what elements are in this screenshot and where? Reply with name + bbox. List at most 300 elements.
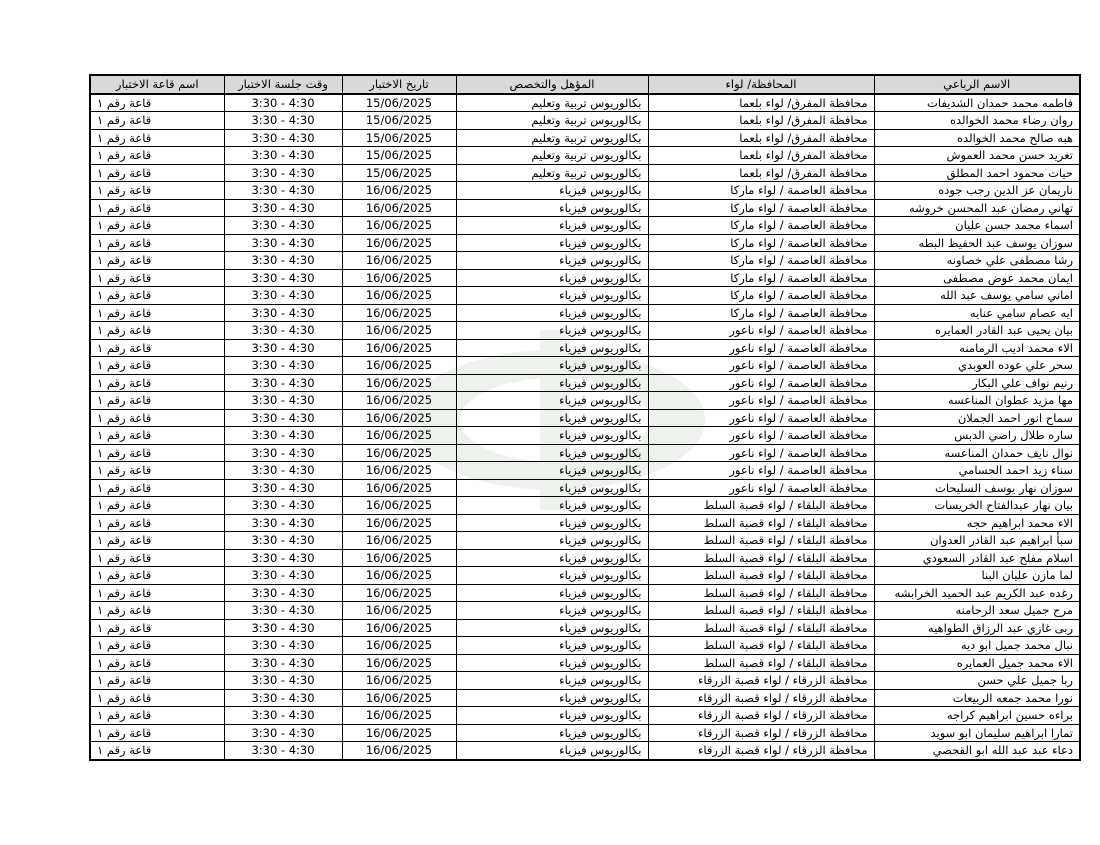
header-governorate: المحافظة/ لواء: [648, 75, 874, 94]
table-row: [90, 637, 1080, 655]
table-row: [90, 427, 1080, 445]
cell-exam-time: 3:30 - 4:30: [224, 234, 342, 252]
header-full-name: الاسم الرباعي: [874, 75, 1080, 94]
cell-exam-time: 3:30 - 4:30: [224, 147, 342, 165]
cell-exam-hall: [90, 497, 224, 515]
cell-qualification: بكالوريوس فيزياء: [456, 742, 648, 760]
table-row: [90, 199, 1080, 217]
cell-exam-time: 3:30 - 4:30: [224, 619, 342, 637]
cell-qualification: بكالوريوس فيزياء: [456, 392, 648, 410]
cell-exam-hall: [90, 724, 224, 742]
cell-exam-date: 16/06/2025: [342, 724, 456, 742]
hall-label: قاعة رقم ١: [97, 673, 152, 688]
cell-exam-time: 3:30 - 4:30: [224, 637, 342, 655]
cell-exam-time: 3:30 - 4:30: [224, 409, 342, 427]
table-row: [90, 94, 1080, 112]
cell-governorate: محافظة العاصمة / لواء ماركا: [648, 269, 874, 287]
cell-exam-date: 16/06/2025: [342, 339, 456, 357]
cell-exam-date: 16/06/2025: [342, 199, 456, 217]
hall-label: قاعة رقم ١: [97, 743, 152, 758]
table-row: [90, 217, 1080, 235]
cell-governorate: محافظة البلقاء / لواء قصبة السلط: [648, 532, 874, 550]
cell-full-name: تغريد حسن محمد العموش: [874, 147, 1080, 165]
header-exam-time: وقت جلسة الاختبار: [224, 75, 342, 94]
cell-exam-date: 16/06/2025: [342, 392, 456, 410]
table-row: [90, 322, 1080, 340]
hall-label: قاعة رقم ١: [97, 428, 152, 443]
cell-governorate: محافظة العاصمة / لواء ناعور: [648, 462, 874, 480]
cell-exam-hall: [90, 619, 224, 637]
table-row: [90, 514, 1080, 532]
cell-qualification: بكالوريوس فيزياء: [456, 724, 648, 742]
cell-qualification: بكالوريوس فيزياء: [456, 217, 648, 235]
cell-full-name: اسماء محمد حسن عليان: [874, 217, 1080, 235]
hall-label: قاعة رقم ١: [97, 393, 152, 408]
cell-exam-date: 16/06/2025: [342, 357, 456, 375]
cell-exam-hall: [90, 182, 224, 200]
cell-governorate: محافظة العاصمة / لواء ناعور: [648, 409, 874, 427]
cell-full-name: حيات محمود احمد المطلق: [874, 164, 1080, 182]
cell-exam-hall: [90, 584, 224, 602]
cell-qualification: بكالوريوس فيزياء: [456, 619, 648, 637]
cell-governorate: محافظة العاصمة / لواء ماركا: [648, 234, 874, 252]
cell-governorate: محافظة العاصمة / لواء ناعور: [648, 392, 874, 410]
table-row: [90, 269, 1080, 287]
cell-qualification: بكالوريوس فيزياء: [456, 287, 648, 305]
cell-exam-date: 16/06/2025: [342, 549, 456, 567]
cell-qualification: بكالوريوس فيزياء: [456, 689, 648, 707]
cell-governorate: محافظة البلقاء / لواء قصبة السلط: [648, 514, 874, 532]
cell-full-name: تهاني رمضان عبد المحسن خروشه: [874, 199, 1080, 217]
exam-schedule-table: [89, 74, 1081, 761]
cell-exam-date: 15/06/2025: [342, 164, 456, 182]
table-row: [90, 497, 1080, 515]
cell-full-name: لما مازن عليان البنا: [874, 567, 1080, 585]
cell-qualification: بكالوريوس فيزياء: [456, 339, 648, 357]
cell-exam-time: 3:30 - 4:30: [224, 374, 342, 392]
cell-qualification: بكالوريوس فيزياء: [456, 637, 648, 655]
cell-full-name: الاء محمد ابراهيم حجه: [874, 514, 1080, 532]
table-row: [90, 602, 1080, 620]
cell-governorate: محافظة الزرقاء / لواء قصبة الزرقاء: [648, 672, 874, 690]
cell-full-name: نورا محمد جمعه الربيعات: [874, 689, 1080, 707]
cell-exam-time: 3:30 - 4:30: [224, 567, 342, 585]
cell-exam-time: 3:30 - 4:30: [224, 252, 342, 270]
cell-exam-date: 16/06/2025: [342, 707, 456, 725]
cell-exam-hall: [90, 742, 224, 760]
cell-governorate: محافظة العاصمة / لواء ماركا: [648, 304, 874, 322]
cell-exam-hall: [90, 514, 224, 532]
cell-full-name: ناريمان عز الدين رجب جوده: [874, 182, 1080, 200]
hall-label: قاعة رقم ١: [97, 288, 152, 303]
hall-label: قاعة رقم ١: [97, 620, 152, 635]
cell-full-name: سناء زيد احمد الحسامي: [874, 462, 1080, 480]
cell-qualification: بكالوريوس فيزياء: [456, 427, 648, 445]
hall-label: قاعة رقم ١: [97, 270, 152, 285]
cell-qualification: بكالوريوس فيزياء: [456, 269, 648, 287]
cell-exam-date: 16/06/2025: [342, 602, 456, 620]
cell-exam-date: 16/06/2025: [342, 217, 456, 235]
cell-exam-time: 3:30 - 4:30: [224, 584, 342, 602]
cell-qualification: بكالوريوس تربية وتعليم: [456, 129, 648, 147]
cell-qualification: بكالوريوس فيزياء: [456, 672, 648, 690]
cell-exam-time: 3:30 - 4:30: [224, 549, 342, 567]
hall-label: قاعة رقم ١: [97, 515, 152, 530]
cell-exam-time: 3:30 - 4:30: [224, 217, 342, 235]
cell-exam-hall: [90, 374, 224, 392]
cell-exam-time: 3:30 - 4:30: [224, 199, 342, 217]
cell-full-name: اماني سامي يوسف عبد الله: [874, 287, 1080, 305]
hall-label: قاعة رقم ١: [97, 568, 152, 583]
hall-label: قاعة رقم ١: [97, 463, 152, 478]
cell-qualification: بكالوريوس فيزياء: [456, 252, 648, 270]
hall-label: قاعة رقم ١: [97, 638, 152, 653]
hall-label: قاعة رقم ١: [97, 235, 152, 250]
cell-exam-date: 16/06/2025: [342, 619, 456, 637]
table-row: [90, 409, 1080, 427]
cell-qualification: بكالوريوس تربية وتعليم: [456, 94, 648, 112]
cell-exam-hall: [90, 409, 224, 427]
cell-full-name: ربى غازي عبد الرزاق الطواهيه: [874, 619, 1080, 637]
cell-full-name: الاء محمد اديب الرمامنه: [874, 339, 1080, 357]
cell-exam-hall: [90, 164, 224, 182]
cell-exam-time: 3:30 - 4:30: [224, 427, 342, 445]
cell-exam-date: 16/06/2025: [342, 252, 456, 270]
cell-qualification: بكالوريوس فيزياء: [456, 374, 648, 392]
cell-exam-hall: [90, 602, 224, 620]
cell-full-name: سبأ ابراهيم عبد القادر العدوان: [874, 532, 1080, 550]
cell-exam-hall: [90, 689, 224, 707]
cell-qualification: بكالوريوس فيزياء: [456, 182, 648, 200]
cell-exam-hall: [90, 322, 224, 340]
cell-exam-date: 16/06/2025: [342, 584, 456, 602]
cell-exam-time: 3:30 - 4:30: [224, 339, 342, 357]
cell-exam-hall: [90, 304, 224, 322]
cell-exam-hall: [90, 112, 224, 130]
cell-qualification: بكالوريوس تربية وتعليم: [456, 147, 648, 165]
table-row: [90, 584, 1080, 602]
cell-governorate: محافظة المفرق/ لواء بلعما: [648, 94, 874, 112]
cell-governorate: محافظة البلقاء / لواء قصبة السلط: [648, 637, 874, 655]
cell-governorate: محافظة العاصمة / لواء ناعور: [648, 427, 874, 445]
hall-label: قاعة رقم ١: [97, 183, 152, 198]
cell-full-name: سوزان نهار يوسف السليحات: [874, 479, 1080, 497]
cell-exam-hall: [90, 392, 224, 410]
cell-exam-date: 16/06/2025: [342, 234, 456, 252]
cell-exam-date: 16/06/2025: [342, 374, 456, 392]
cell-governorate: محافظة البلقاء / لواء قصبة السلط: [648, 654, 874, 672]
hall-label: قاعة رقم ١: [97, 165, 152, 180]
hall-label: قاعة رقم ١: [97, 148, 152, 163]
cell-full-name: رغده عبد الكريم عبد الحميد الخرابشه: [874, 584, 1080, 602]
table-row: [90, 392, 1080, 410]
table-row: [90, 304, 1080, 322]
cell-qualification: بكالوريوس فيزياء: [456, 497, 648, 515]
cell-qualification: بكالوريوس فيزياء: [456, 444, 648, 462]
cell-exam-hall: [90, 94, 224, 112]
header-exam-hall: اسم قاعة الاختبار: [90, 75, 224, 94]
table-row: [90, 339, 1080, 357]
cell-qualification: بكالوريوس فيزياء: [456, 234, 648, 252]
cell-exam-time: 3:30 - 4:30: [224, 707, 342, 725]
cell-exam-hall: [90, 444, 224, 462]
hall-label: قاعة رقم ١: [97, 410, 152, 425]
cell-exam-date: 16/06/2025: [342, 322, 456, 340]
cell-exam-time: 3:30 - 4:30: [224, 497, 342, 515]
cell-exam-date: 15/06/2025: [342, 94, 456, 112]
hall-label: قاعة رقم ١: [97, 585, 152, 600]
table-row: [90, 462, 1080, 480]
cell-full-name: سوزان يوسف عبد الحفيظ البطه: [874, 234, 1080, 252]
table-row: [90, 129, 1080, 147]
cell-exam-date: 16/06/2025: [342, 742, 456, 760]
cell-full-name: ايه عصام سامي عنايه: [874, 304, 1080, 322]
cell-exam-date: 16/06/2025: [342, 287, 456, 305]
cell-governorate: محافظة المفرق/ لواء بلعما: [648, 129, 874, 147]
cell-exam-date: 16/06/2025: [342, 409, 456, 427]
cell-exam-date: 16/06/2025: [342, 269, 456, 287]
cell-full-name: سماح انور احمد الجملان: [874, 409, 1080, 427]
cell-qualification: بكالوريوس فيزياء: [456, 654, 648, 672]
hall-label: قاعة رقم ١: [97, 218, 152, 233]
hall-label: قاعة رقم ١: [97, 358, 152, 373]
cell-exam-date: 16/06/2025: [342, 304, 456, 322]
cell-qualification: بكالوريوس فيزياء: [456, 304, 648, 322]
cell-exam-hall: [90, 234, 224, 252]
hall-label: قاعة رقم ١: [97, 375, 152, 390]
table-row: [90, 374, 1080, 392]
cell-exam-time: 3:30 - 4:30: [224, 479, 342, 497]
table-row: [90, 479, 1080, 497]
cell-full-name: مرح جميل سعد الرحامنه: [874, 602, 1080, 620]
hall-label: قاعة رقم ١: [97, 708, 152, 723]
cell-qualification: بكالوريوس فيزياء: [456, 567, 648, 585]
cell-exam-time: 3:30 - 4:30: [224, 94, 342, 112]
cell-qualification: بكالوريوس فيزياء: [456, 532, 648, 550]
cell-exam-time: 3:30 - 4:30: [224, 724, 342, 742]
hall-label: قاعة رقم ١: [97, 725, 152, 740]
cell-governorate: محافظة العاصمة / لواء ماركا: [648, 199, 874, 217]
cell-full-name: بيان يحيى عبد القادر العمايره: [874, 322, 1080, 340]
cell-governorate: محافظة البلقاء / لواء قصبة السلط: [648, 602, 874, 620]
cell-exam-time: 3:30 - 4:30: [224, 164, 342, 182]
cell-qualification: بكالوريوس فيزياء: [456, 357, 648, 375]
hall-label: قاعة رقم ١: [97, 533, 152, 548]
table-row: [90, 724, 1080, 742]
cell-exam-date: 16/06/2025: [342, 654, 456, 672]
cell-governorate: محافظة المفرق/ لواء بلعما: [648, 112, 874, 130]
cell-exam-hall: [90, 532, 224, 550]
table-row: [90, 164, 1080, 182]
cell-exam-time: 3:30 - 4:30: [224, 654, 342, 672]
cell-exam-date: 16/06/2025: [342, 497, 456, 515]
cell-exam-date: 16/06/2025: [342, 427, 456, 445]
cell-exam-date: 15/06/2025: [342, 147, 456, 165]
table-row: [90, 672, 1080, 690]
cell-full-name: دعاء عبد عبد الله ابو القحصي: [874, 742, 1080, 760]
cell-exam-hall: [90, 479, 224, 497]
cell-full-name: رشا مصطفى علي خصاونه: [874, 252, 1080, 270]
hall-label: قاعة رقم ١: [97, 130, 152, 145]
table-row: [90, 357, 1080, 375]
cell-exam-hall: [90, 637, 224, 655]
cell-governorate: محافظة العاصمة / لواء ناعور: [648, 479, 874, 497]
table-row: [90, 444, 1080, 462]
table-row: [90, 147, 1080, 165]
cell-exam-date: 16/06/2025: [342, 567, 456, 585]
cell-exam-time: 3:30 - 4:30: [224, 392, 342, 410]
cell-exam-date: 16/06/2025: [342, 514, 456, 532]
cell-governorate: محافظة العاصمة / لواء ناعور: [648, 322, 874, 340]
table-row: [90, 654, 1080, 672]
cell-exam-time: 3:30 - 4:30: [224, 602, 342, 620]
cell-exam-time: 3:30 - 4:30: [224, 742, 342, 760]
table-row: [90, 549, 1080, 567]
hall-label: قاعة رقم ١: [97, 340, 152, 355]
cell-qualification: بكالوريوس فيزياء: [456, 602, 648, 620]
cell-full-name: سحر علي عوده العوبدي: [874, 357, 1080, 375]
cell-exam-date: 16/06/2025: [342, 689, 456, 707]
cell-exam-hall: [90, 549, 224, 567]
cell-qualification: بكالوريوس فيزياء: [456, 514, 648, 532]
cell-qualification: بكالوريوس فيزياء: [456, 462, 648, 480]
cell-governorate: محافظة البلقاء / لواء قصبة السلط: [648, 549, 874, 567]
cell-full-name: براءه حسين ابراهيم كراجه: [874, 707, 1080, 725]
hall-label: قاعة رقم ١: [97, 690, 152, 705]
cell-governorate: محافظة العاصمة / لواء ماركا: [648, 287, 874, 305]
table-row: [90, 112, 1080, 130]
cell-qualification: بكالوريوس تربية وتعليم: [456, 164, 648, 182]
table-row: [90, 532, 1080, 550]
table-row: [90, 252, 1080, 270]
table-row: [90, 567, 1080, 585]
cell-full-name: فاطمه محمد حمدان الشديفات: [874, 94, 1080, 112]
cell-qualification: بكالوريوس فيزياء: [456, 707, 648, 725]
header-exam-date: تاريخ الاختبار: [342, 75, 456, 94]
cell-exam-time: 3:30 - 4:30: [224, 287, 342, 305]
cell-exam-hall: [90, 357, 224, 375]
cell-governorate: محافظة الزرقاء / لواء قصبة الزرقاء: [648, 689, 874, 707]
cell-full-name: نوال نايف حمدان المناعسه: [874, 444, 1080, 462]
cell-full-name: نبال محمد جميل ابو ديه: [874, 637, 1080, 655]
cell-exam-date: 16/06/2025: [342, 672, 456, 690]
table-row: [90, 182, 1080, 200]
cell-exam-time: 3:30 - 4:30: [224, 357, 342, 375]
cell-exam-time: 3:30 - 4:30: [224, 532, 342, 550]
cell-governorate: محافظة البلقاء / لواء قصبة السلط: [648, 567, 874, 585]
cell-full-name: مها مزيد عطوان المناعسه: [874, 392, 1080, 410]
cell-exam-time: 3:30 - 4:30: [224, 129, 342, 147]
header-qualification: المؤهل والتخصص: [456, 75, 648, 94]
cell-full-name: ساره طلال راضي الدبس: [874, 427, 1080, 445]
cell-exam-hall: [90, 567, 224, 585]
cell-governorate: محافظة العاصمة / لواء ماركا: [648, 252, 874, 270]
cell-exam-hall: [90, 217, 224, 235]
cell-exam-hall: [90, 339, 224, 357]
table-row: [90, 707, 1080, 725]
cell-qualification: بكالوريوس تربية وتعليم: [456, 112, 648, 130]
cell-qualification: بكالوريوس فيزياء: [456, 549, 648, 567]
hall-label: قاعة رقم ١: [97, 480, 152, 495]
table-row: [90, 619, 1080, 637]
cell-exam-date: 15/06/2025: [342, 112, 456, 130]
cell-full-name: رنيم نواف علي البكار: [874, 374, 1080, 392]
cell-exam-time: 3:30 - 4:30: [224, 304, 342, 322]
cell-exam-time: 3:30 - 4:30: [224, 514, 342, 532]
hall-label: قاعة رقم ١: [97, 305, 152, 320]
cell-exam-time: 3:30 - 4:30: [224, 112, 342, 130]
hall-label: قاعة رقم ١: [97, 253, 152, 268]
cell-exam-time: 3:30 - 4:30: [224, 269, 342, 287]
cell-governorate: محافظة العاصمة / لواء ماركا: [648, 182, 874, 200]
hall-label: قاعة رقم ١: [97, 550, 152, 565]
cell-governorate: محافظة العاصمة / لواء ناعور: [648, 339, 874, 357]
cell-exam-hall: [90, 427, 224, 445]
cell-full-name: ربا جميل علي حسن: [874, 672, 1080, 690]
header-row: [90, 75, 1080, 94]
table-row: [90, 287, 1080, 305]
cell-governorate: محافظة البلقاء / لواء قصبة السلط: [648, 497, 874, 515]
cell-governorate: محافظة الزرقاء / لواء قصبة الزرقاء: [648, 742, 874, 760]
cell-qualification: بكالوريوس فيزياء: [456, 409, 648, 427]
hall-label: قاعة رقم ١: [97, 498, 152, 513]
cell-governorate: محافظة الزرقاء / لواء قصبة الزرقاء: [648, 707, 874, 725]
cell-exam-time: 3:30 - 4:30: [224, 689, 342, 707]
cell-exam-hall: [90, 287, 224, 305]
cell-exam-date: 16/06/2025: [342, 479, 456, 497]
cell-governorate: محافظة البلقاء / لواء قصبة السلط: [648, 584, 874, 602]
cell-exam-hall: [90, 462, 224, 480]
hall-label: قاعة رقم ١: [97, 323, 152, 338]
cell-qualification: بكالوريوس فيزياء: [456, 199, 648, 217]
cell-governorate: محافظة الزرقاء / لواء قصبة الزرقاء: [648, 724, 874, 742]
cell-full-name: بيان نهار عبدالفتاح الخريسات: [874, 497, 1080, 515]
cell-full-name: تمارا ابراهيم سليمان ابو سويد: [874, 724, 1080, 742]
cell-exam-date: 15/06/2025: [342, 129, 456, 147]
cell-full-name: روان رضاء محمد الخوالده: [874, 112, 1080, 130]
hall-label: قاعة رقم ١: [97, 200, 152, 215]
table-row: [90, 742, 1080, 760]
hall-label: قاعة رقم ١: [97, 113, 152, 128]
hall-label: قاعة رقم ١: [97, 445, 152, 460]
cell-qualification: بكالوريوس فيزياء: [456, 479, 648, 497]
cell-governorate: محافظة المفرق/ لواء بلعما: [648, 147, 874, 165]
cell-exam-hall: [90, 252, 224, 270]
cell-exam-date: 16/06/2025: [342, 532, 456, 550]
cell-exam-hall: [90, 199, 224, 217]
cell-exam-hall: [90, 672, 224, 690]
cell-exam-date: 16/06/2025: [342, 182, 456, 200]
cell-exam-time: 3:30 - 4:30: [224, 322, 342, 340]
cell-governorate: محافظة البلقاء / لواء قصبة السلط: [648, 619, 874, 637]
cell-exam-date: 16/06/2025: [342, 444, 456, 462]
cell-exam-hall: [90, 707, 224, 725]
cell-exam-hall: [90, 654, 224, 672]
cell-governorate: محافظة العاصمة / لواء ناعور: [648, 374, 874, 392]
cell-governorate: محافظة العاصمة / لواء ماركا: [648, 217, 874, 235]
cell-qualification: بكالوريوس فيزياء: [456, 322, 648, 340]
cell-full-name: الاء محمد جميل العمايره: [874, 654, 1080, 672]
cell-exam-hall: [90, 147, 224, 165]
hall-label: قاعة رقم ١: [97, 603, 152, 618]
cell-exam-time: 3:30 - 4:30: [224, 672, 342, 690]
hall-label: قاعة رقم ١: [97, 95, 152, 110]
table-row: [90, 234, 1080, 252]
hall-label: قاعة رقم ١: [97, 655, 152, 670]
cell-exam-date: 16/06/2025: [342, 462, 456, 480]
table-row: [90, 689, 1080, 707]
cell-exam-hall: [90, 269, 224, 287]
